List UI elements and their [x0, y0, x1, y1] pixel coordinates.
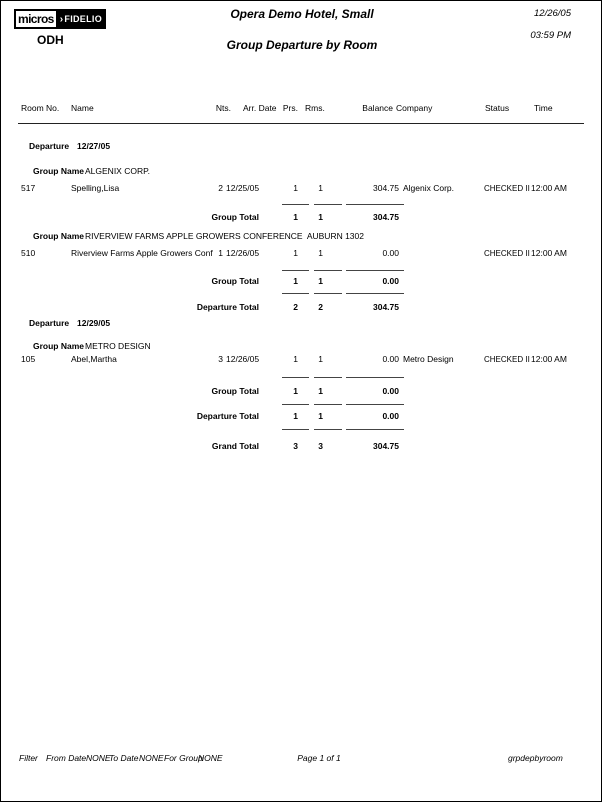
table-header-row: [1, 103, 602, 114]
table-row: [1, 354, 602, 365]
divider-rooms: [314, 270, 342, 271]
cell-nights: 3: [218, 354, 223, 364]
departure-total-row: [1, 411, 602, 422]
departure-total-balance: 0.00: [382, 411, 399, 421]
col-header-arr-date: Arr. Date: [243, 103, 277, 113]
grand-total-balance: 304.75: [373, 441, 399, 451]
col-header-rooms: Rms.: [305, 103, 325, 113]
cell-status: CHECKED II: [484, 184, 530, 193]
cell-arrival-date: 12/26/05: [226, 354, 260, 364]
cell-arrival-date: 12/26/05: [226, 248, 260, 258]
to-date-value: NONE: [139, 753, 164, 763]
cell-name: Spelling,Lisa: [71, 183, 120, 193]
grand-total-label: Grand Total: [211, 441, 259, 451]
group-total-persons: 1: [293, 212, 298, 222]
group-name-label: Group Name: [33, 341, 85, 351]
group-total-row: [1, 276, 602, 287]
divider-persons: [282, 270, 309, 271]
group-name-value: RIVERVIEW FARMS APPLE GROWERS CONFERENCE AUBURN 1302: [85, 231, 364, 241]
departure-label: Departure: [29, 318, 70, 328]
cell-balance: 304.75: [373, 183, 399, 193]
departure-date: 12/27/05: [77, 141, 111, 151]
col-header-name: Name: [71, 103, 94, 113]
group-name-value: METRO DESIGN: [85, 341, 151, 351]
col-header-room-no: Room No.: [21, 103, 60, 113]
cell-arrival-date: 12/25/05: [226, 183, 260, 193]
divider-balance: [346, 404, 404, 405]
divider-rooms: [314, 429, 342, 430]
divider-persons: [282, 404, 309, 405]
group-total-row: [1, 386, 602, 397]
group-total-balance: 0.00: [382, 276, 399, 286]
divider-balance: [346, 293, 404, 294]
print-date: 12/26/05: [534, 8, 571, 19]
total-divider: [1, 404, 602, 405]
from-date-label: From Date: [46, 753, 87, 763]
total-divider: [1, 293, 602, 294]
group-header: [1, 341, 602, 352]
departure-total-rooms: 2: [318, 302, 323, 312]
divider-balance: [346, 429, 404, 430]
divider-balance: [346, 377, 404, 378]
departure-total-persons: 2: [293, 302, 298, 312]
filter-label: Filter: [19, 753, 38, 763]
divider-persons: [282, 429, 309, 430]
group-total-persons: 1: [293, 276, 298, 286]
for-group-label: For Group: [164, 753, 203, 763]
divider-balance: [346, 204, 404, 205]
divider-persons: [282, 377, 309, 378]
group-name-label: Group Name: [33, 231, 85, 241]
cell-status: CHECKED II: [484, 355, 530, 364]
group-header: [1, 166, 602, 177]
group-total-balance: 304.75: [373, 212, 399, 222]
report-title: Group Departure by Room: [226, 38, 378, 52]
group-total-rooms: 1: [318, 212, 323, 222]
cell-nights: 1: [218, 248, 223, 258]
group-total-rooms: 1: [318, 276, 323, 286]
print-time: 03:59 PM: [530, 30, 571, 41]
col-header-time: Time: [534, 103, 553, 113]
group-total-label: Group Total: [211, 276, 259, 286]
departure-header: [1, 318, 602, 329]
cell-rooms: 1: [318, 183, 323, 193]
to-date-label: To Date: [109, 753, 139, 763]
cell-balance: 0.00: [382, 354, 399, 364]
group-total-rooms: 1: [318, 386, 323, 396]
divider-rooms: [314, 404, 342, 405]
departure-date: 12/29/05: [77, 318, 111, 328]
total-divider: [1, 204, 602, 205]
micros-logo-text: micros: [14, 9, 58, 29]
from-date-value: NONE: [86, 753, 111, 763]
cell-rooms: 1: [318, 248, 323, 258]
departure-total-balance: 304.75: [373, 302, 399, 312]
table-row: [1, 248, 602, 259]
hotel-name: Opera Demo Hotel, Small: [230, 7, 374, 21]
departure-total-label: Departure Total: [196, 302, 259, 312]
cell-name: Riverview Farms Apple Growers Conf: [71, 248, 213, 258]
group-total-row: [1, 212, 602, 223]
group-name-value: ALGENIX CORP.: [85, 166, 151, 176]
cell-company: Metro Design: [403, 354, 454, 364]
cell-persons: 1: [293, 183, 298, 193]
total-divider: [1, 429, 602, 430]
total-divider: [1, 270, 602, 271]
cell-room-no: 105: [21, 354, 36, 364]
cell-time: 12:00 AM: [531, 354, 567, 364]
cell-balance: 0.00: [382, 248, 399, 258]
cell-status: CHECKED II: [484, 249, 530, 258]
for-group-value: NONE: [198, 753, 223, 763]
logo-arrow-icon: ›: [59, 13, 64, 25]
departure-label: Departure: [29, 141, 70, 151]
cell-room-no: 510: [21, 248, 36, 258]
page-number: Page 1 of 1: [297, 753, 341, 763]
table-row: [1, 183, 602, 194]
divider-rooms: [314, 204, 342, 205]
header-divider: [18, 123, 584, 124]
divider-persons: [282, 293, 309, 294]
group-total-persons: 1: [293, 386, 298, 396]
cell-nights: 2: [218, 183, 223, 193]
fidelio-logo-text: FIDELIO: [64, 14, 103, 24]
cell-room-no: 517: [21, 183, 36, 193]
cell-name: Abel,Martha: [71, 354, 117, 364]
col-header-company: Company: [396, 103, 433, 113]
report-code: grpdepbyroom: [508, 753, 563, 763]
group-name-label: Group Name: [33, 166, 85, 176]
report-footer: [1, 753, 602, 764]
departure-total-label: Departure Total: [196, 411, 259, 421]
divider-persons: [282, 204, 309, 205]
col-header-status: Status: [485, 103, 510, 113]
cell-company: Algenix Corp.: [403, 183, 455, 193]
divider-rooms: [314, 377, 342, 378]
grand-total-persons: 3: [293, 441, 298, 451]
divider-balance: [346, 270, 404, 271]
cell-rooms: 1: [318, 354, 323, 364]
cell-persons: 1: [293, 248, 298, 258]
divider-rooms: [314, 293, 342, 294]
col-header-balance: Balance: [362, 103, 393, 113]
cell-persons: 1: [293, 354, 298, 364]
cell-time: 12:00 AM: [531, 248, 567, 258]
group-total-balance: 0.00: [382, 386, 399, 396]
departure-header: [1, 141, 602, 152]
departure-total-persons: 1: [293, 411, 298, 421]
departure-total-rooms: 1: [318, 411, 323, 421]
grand-total-rooms: 3: [318, 441, 323, 451]
departure-total-row: [1, 302, 602, 313]
total-divider: [1, 377, 602, 378]
hotel-code: ODH: [37, 33, 64, 47]
col-header-nights: Nts.: [215, 103, 231, 113]
group-header: [1, 231, 602, 242]
grand-total-row: [1, 441, 602, 452]
col-header-persons: Prs.: [282, 103, 298, 113]
group-total-label: Group Total: [211, 386, 259, 396]
cell-time: 12:00 AM: [531, 183, 567, 193]
group-total-label: Group Total: [211, 212, 259, 222]
